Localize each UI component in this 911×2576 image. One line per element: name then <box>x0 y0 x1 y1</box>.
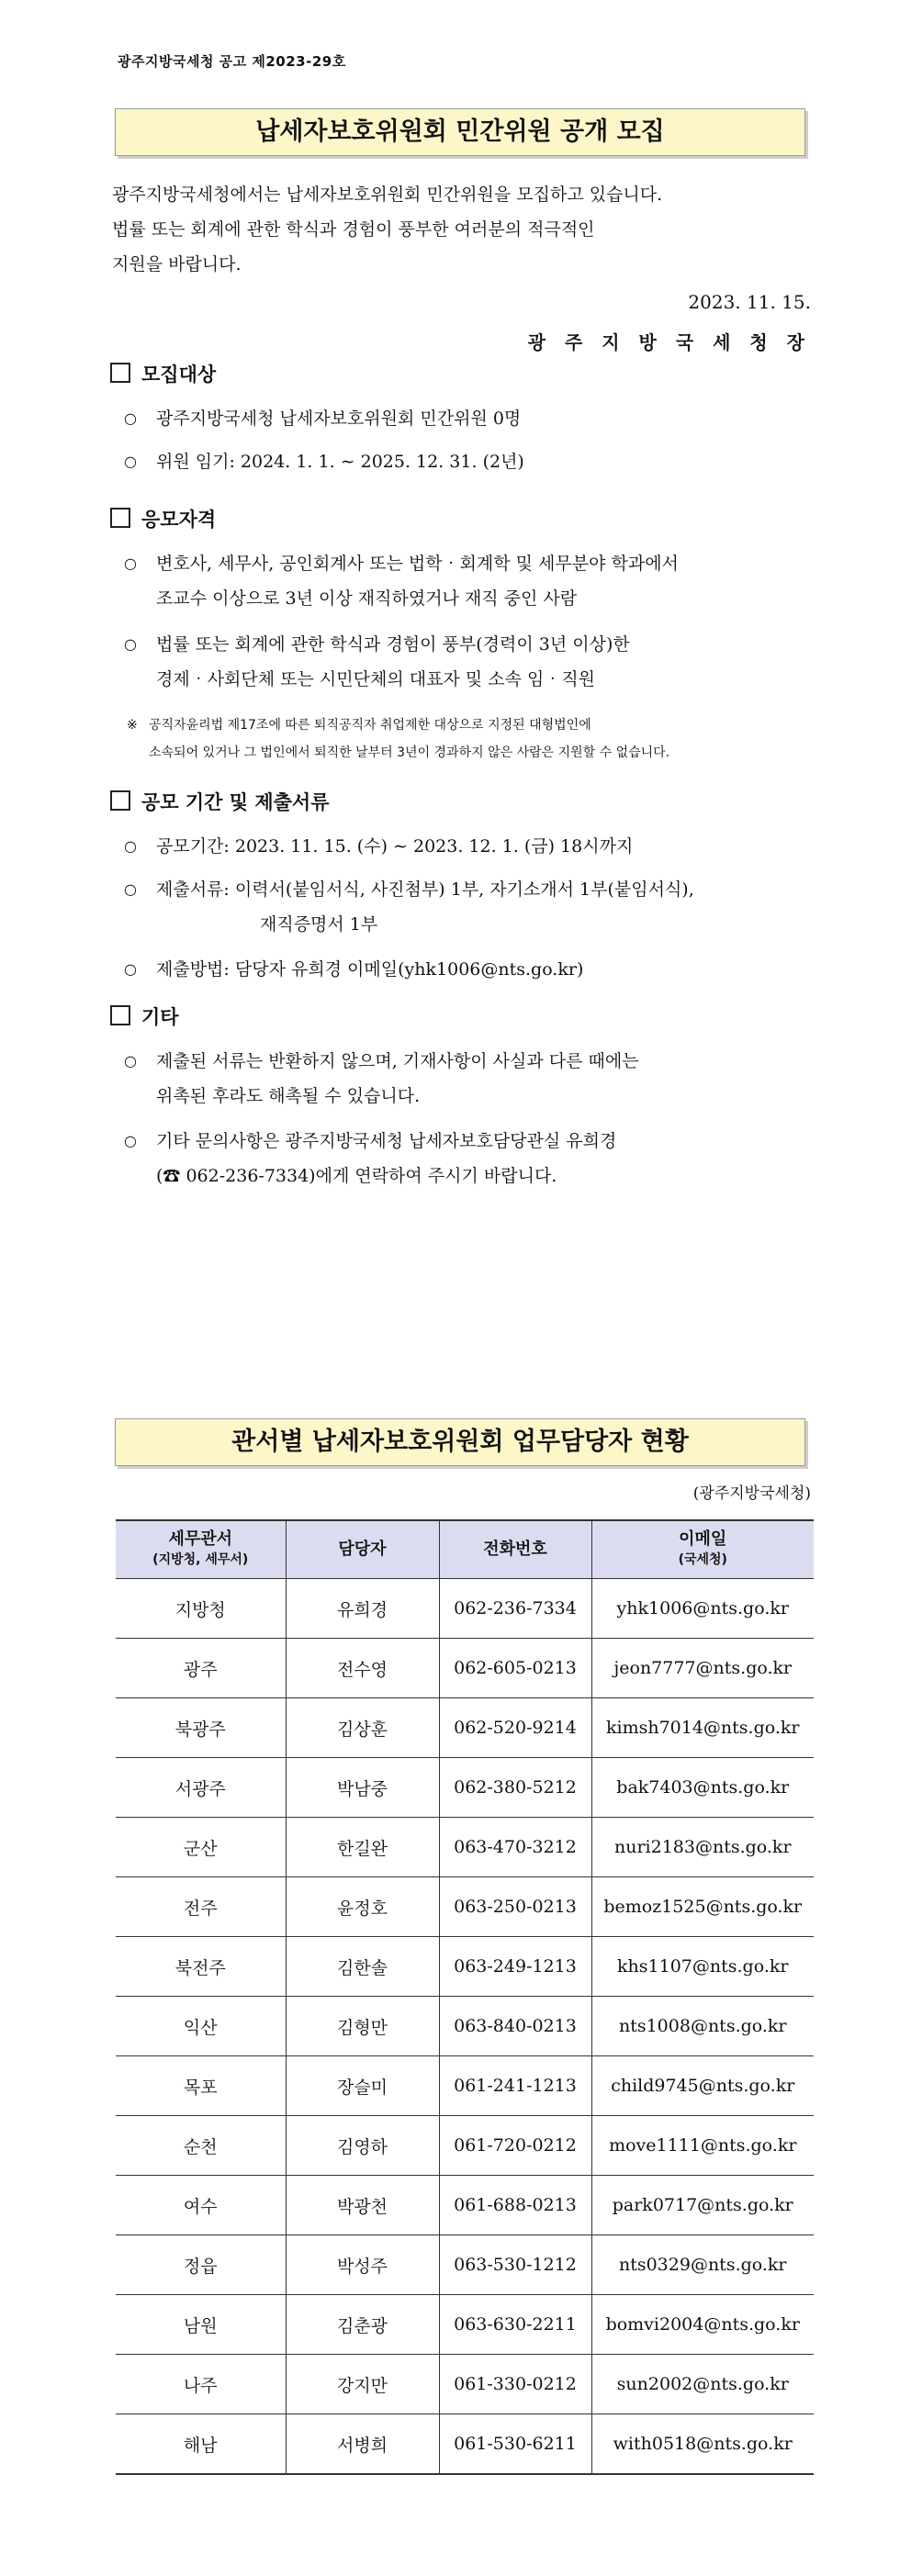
section-heading-text: 응모자격 <box>141 509 217 531</box>
cell-office: 전주 <box>116 1877 286 1937</box>
cell-email: park0717@nts.go.kr <box>591 2176 814 2235</box>
cell-phone: 063-250-0213 <box>439 1877 591 1937</box>
cell-office: 해남 <box>116 2414 286 2475</box>
note-text-line: 공직자윤리법 제17조에 따른 퇴직공직자 취업제한 대상으로 지정된 대형법인에 <box>149 718 591 733</box>
list-item <box>124 952 813 987</box>
list-item-text-line: 법률 또는 회계에 관한 학식과 경험이 풍부(경력이 3년 이상)한 <box>156 634 630 655</box>
circle-bullet-icon: ○ <box>124 1052 137 1070</box>
cell-manager: 유희경 <box>286 1579 439 1639</box>
cell-phone: 061-530-6211 <box>439 2414 591 2475</box>
cell-phone: 061-330-0212 <box>439 2355 591 2414</box>
cell-email: bak7403@nts.go.kr <box>591 1758 814 1818</box>
cell-manager: 박성주 <box>286 2235 439 2295</box>
table-row <box>116 1877 814 1937</box>
cell-office: 여수 <box>116 2176 286 2235</box>
cell-manager: 전수영 <box>286 1639 439 1698</box>
cell-office: 목포 <box>116 2056 286 2116</box>
cell-email: with0518@nts.go.kr <box>591 2414 814 2475</box>
header-phone: 전화번호 <box>439 1520 591 1579</box>
cell-email: sun2002@nts.go.kr <box>591 2355 814 2414</box>
list-item-text-line: 재직증명서 1부 <box>260 914 378 935</box>
checkbox-square-icon <box>110 363 130 383</box>
list-item <box>124 1044 813 1114</box>
list-item-text-line: 조교수 이상으로 3년 이상 재직하였거나 재직 중인 사람 <box>156 588 578 609</box>
table-row <box>116 1758 814 1818</box>
circle-bullet-icon: ○ <box>124 453 137 470</box>
checkbox-square-icon <box>110 508 130 528</box>
section-heading-qualification <box>110 505 216 532</box>
section-heading-etc <box>110 1002 179 1030</box>
list-item-text-line: 기타 문의사항은 광주지방국세청 납세자보호담당관실 유희경 <box>156 1131 617 1151</box>
list-item-text: 광주지방국세청 납세자보호위원회 민간위원 0명 <box>156 409 522 429</box>
cell-email: kimsh7014@nts.go.kr <box>591 1698 814 1758</box>
cell-manager: 김춘광 <box>286 2295 439 2355</box>
cell-email: nuri2183@nts.go.kr <box>591 1818 814 1877</box>
table-row <box>116 2116 814 2176</box>
cell-email: move1111@nts.go.kr <box>591 2116 814 2176</box>
list-item-text-line: 제출된 서류는 반환하지 않으며, 기재사항이 사실과 다른 때에는 <box>156 1051 639 1071</box>
cell-phone: 063-630-2211 <box>439 2295 591 2355</box>
cell-office: 남원 <box>116 2295 286 2355</box>
header-email-sub: (국세청) <box>678 1552 727 1567</box>
cell-manager: 장슬미 <box>286 2056 439 2116</box>
circle-bullet-icon: ○ <box>124 409 137 427</box>
cell-office: 군산 <box>116 1818 286 1877</box>
section-heading-text: 기타 <box>141 1006 179 1028</box>
issuing-office: 광 주 지 방 국 세 청 장 <box>527 331 811 353</box>
cell-email: bemoz1525@nts.go.kr <box>591 1877 814 1937</box>
cell-manager: 서병희 <box>286 2414 439 2475</box>
checkbox-square-icon <box>110 790 130 811</box>
table-row <box>116 2295 814 2355</box>
cell-email: nts0329@nts.go.kr <box>591 2235 814 2295</box>
notice-number: 광주지방국세청 공고 제2023-29호 <box>118 53 346 70</box>
section-heading-text: 공모 기간 및 제출서류 <box>141 791 330 813</box>
circle-bullet-icon: ○ <box>124 1132 137 1149</box>
cell-office: 지방청 <box>116 1579 286 1639</box>
header-email-label: 이메일 <box>679 1529 727 1549</box>
list-item-text-line: 위촉된 후라도 해촉될 수 있습니다. <box>156 1086 421 1106</box>
circle-bullet-icon: ○ <box>124 837 137 855</box>
list-item-text: 제출방법: 담당자 유희경 이메일(yhk1006@nts.go.kr) <box>156 959 584 980</box>
cell-manager: 김한솔 <box>286 1937 439 1997</box>
list-item-text: 위원 임기: 2024. 1. 1. ∼ 2025. 12. 31. (2년) <box>156 452 524 472</box>
cell-email: bomvi2004@nts.go.kr <box>591 2295 814 2355</box>
cell-manager: 박광천 <box>286 2176 439 2235</box>
staff-table-body <box>116 1579 814 2475</box>
table-header-row <box>116 1520 814 1579</box>
list-item-text-line: 제출서류: 이력서(붙임서식, 사진첨부) 1부, 자기소개서 1부(붙임서식), <box>156 879 694 900</box>
table-row <box>116 2355 814 2414</box>
checkbox-square-icon <box>110 1005 130 1025</box>
table-row <box>116 1639 814 1698</box>
table-row <box>116 1937 814 1997</box>
cell-office: 순천 <box>116 2116 286 2176</box>
table-row <box>116 2176 814 2235</box>
cell-manager: 김상훈 <box>286 1698 439 1758</box>
cell-manager: 윤정호 <box>286 1877 439 1937</box>
cell-phone: 063-249-1213 <box>439 1937 591 1997</box>
cell-email: nts1008@nts.go.kr <box>591 1997 814 2056</box>
staff-table <box>116 1519 814 2475</box>
table-row <box>116 1818 814 1877</box>
cell-email: child9745@nts.go.kr <box>591 2056 814 2116</box>
cell-phone: 062-605-0213 <box>439 1639 591 1698</box>
cell-phone: 062-236-7334 <box>439 1579 591 1639</box>
table-row <box>116 1698 814 1758</box>
circle-bullet-icon: ○ <box>124 880 137 898</box>
table-row <box>116 1997 814 2056</box>
intro-paragraph <box>112 177 812 282</box>
cell-email: jeon7777@nts.go.kr <box>591 1639 814 1698</box>
cell-phone: 061-720-0212 <box>439 2116 591 2176</box>
cell-office: 광주 <box>116 1639 286 1698</box>
cell-office: 서광주 <box>116 1758 286 1818</box>
cell-phone: 063-530-1212 <box>439 2235 591 2295</box>
list-item <box>124 546 813 616</box>
list-item <box>124 401 813 436</box>
table-unit: (광주지방국세청) <box>692 1484 811 1503</box>
section-heading-recruit <box>110 360 216 387</box>
circle-bullet-icon: ○ <box>124 554 137 572</box>
list-item <box>124 872 813 942</box>
intro-line: 지원을 바랍니다. <box>112 254 242 274</box>
intro-line: 법률 또는 회계에 관한 학식과 경험이 풍부한 여러분의 적극적인 <box>112 219 595 240</box>
list-item-text-line: (☎ 062-236-7334)에게 연락하여 주시기 바랍니다. <box>156 1166 557 1186</box>
cell-office: 정읍 <box>116 2235 286 2295</box>
cell-phone: 062-380-5212 <box>439 1758 591 1818</box>
table-row <box>116 2414 814 2475</box>
list-item-text-line: 경제‧사회단체 또는 시민단체의 대표자 및 소속 임‧직원 <box>156 669 596 689</box>
cell-email: yhk1006@nts.go.kr <box>591 1579 814 1639</box>
section-heading-text: 모집대상 <box>141 364 217 386</box>
cell-phone: 063-470-3212 <box>439 1818 591 1877</box>
header-manager: 담당자 <box>286 1520 439 1579</box>
cell-manager: 강지만 <box>286 2355 439 2414</box>
cell-office: 북광주 <box>116 1698 286 1758</box>
list-item <box>124 627 813 697</box>
table-row <box>116 1579 814 1639</box>
intro-line: 광주지방국세청에서는 납세자보호위원회 민간위원을 모집하고 있습니다. <box>112 185 663 205</box>
cell-phone: 061-688-0213 <box>439 2176 591 2235</box>
cell-email: khs1107@nts.go.kr <box>591 1937 814 1997</box>
list-item-text: 공모기간: 2023. 11. 15. (수) ∼ 2023. 12. 1. (금) 18시까지 <box>156 836 634 857</box>
header-office-label: 세무관서 <box>168 1529 233 1549</box>
table-row <box>116 2235 814 2295</box>
note-text-line: 소속되어 있거나 그 법인에서 퇴직한 날부터 3년이 경과하지 않은 사람은 지원할 수 없습니다. <box>149 745 670 760</box>
cell-phone: 061-241-1213 <box>439 2056 591 2116</box>
list-item <box>124 829 813 864</box>
notice-date: 2023. 11. 15. <box>688 291 811 313</box>
section-heading-period <box>110 788 330 815</box>
note <box>127 711 817 767</box>
table-row <box>116 2056 814 2116</box>
header-email <box>591 1520 814 1579</box>
circle-bullet-icon: ○ <box>124 635 137 653</box>
reference-mark-icon: ※ <box>127 718 138 733</box>
cell-phone: 063-840-0213 <box>439 1997 591 2056</box>
table-title: 관서별 납세자보호위원회 업무담당자 현황 <box>115 1418 805 1466</box>
list-item-text-line: 변호사, 세무사, 공인회계사 또는 법학‧회계학 및 세무분야 학과에서 <box>156 554 679 574</box>
cell-office: 익산 <box>116 1997 286 2056</box>
cell-manager: 한길완 <box>286 1818 439 1877</box>
cell-phone: 062-520-9214 <box>439 1698 591 1758</box>
cell-manager: 김영하 <box>286 2116 439 2176</box>
cell-office: 나주 <box>116 2355 286 2414</box>
header-office-sub: (지방청, 세무서) <box>152 1552 249 1567</box>
cell-manager: 김형만 <box>286 1997 439 2056</box>
cell-office: 북전주 <box>116 1937 286 1997</box>
cell-manager: 박남중 <box>286 1758 439 1818</box>
list-item <box>124 444 813 479</box>
document-title: 납세자보호위원회 민간위원 공개 모집 <box>115 108 805 156</box>
circle-bullet-icon: ○ <box>124 960 137 978</box>
header-office <box>116 1520 286 1579</box>
list-item <box>124 1124 813 1193</box>
